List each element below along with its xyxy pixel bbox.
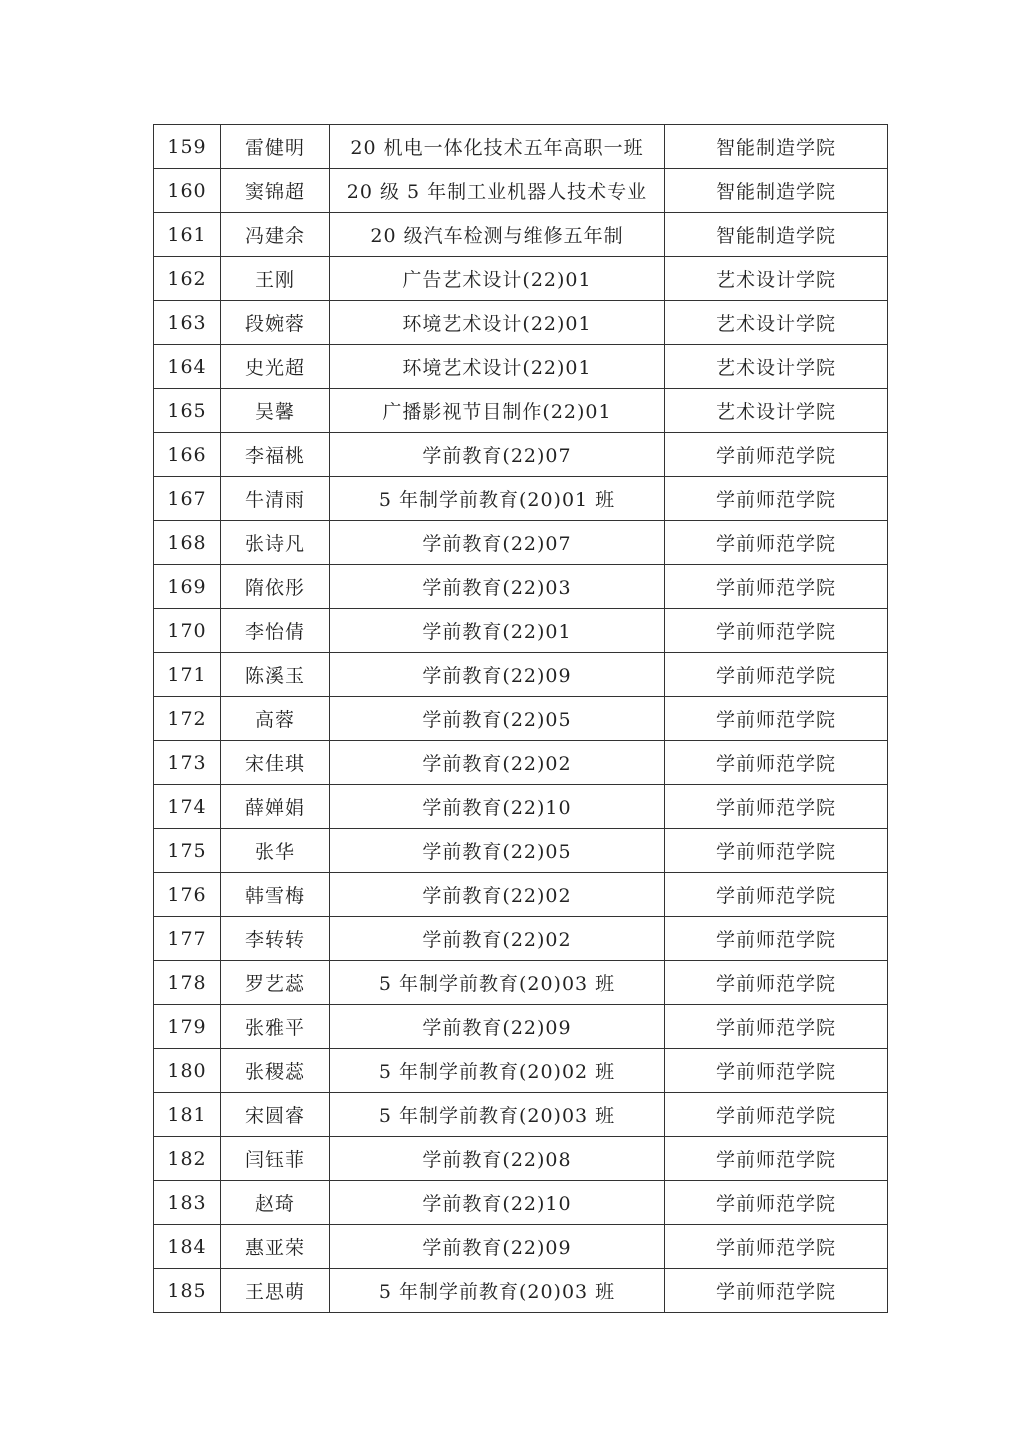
row-number: 171 [154,653,221,697]
college-name: 学前师范学院 [665,697,888,741]
student-name: 宋佳琪 [221,741,330,785]
table-row [154,609,888,653]
student-name: 隋依彤 [221,565,330,609]
college-name: 学前师范学院 [665,961,888,1005]
college-name: 学前师范学院 [665,477,888,521]
class-name: 学前教育(22)07 [330,433,665,477]
row-number: 163 [154,301,221,345]
student-name: 闫钰菲 [221,1137,330,1181]
table-row [154,1049,888,1093]
table-row [154,1225,888,1269]
student-roster-table [153,124,888,1313]
row-number: 182 [154,1137,221,1181]
class-name: 学前教育(22)05 [330,829,665,873]
college-name: 学前师范学院 [665,873,888,917]
row-number: 161 [154,213,221,257]
class-name: 环境艺术设计(22)01 [330,345,665,389]
table-row [154,873,888,917]
student-name: 李转转 [221,917,330,961]
class-name: 5 年制学前教育(20)02 班 [330,1049,665,1093]
student-name: 张雅平 [221,1005,330,1049]
table-row [154,565,888,609]
class-name: 5 年制学前教育(20)03 班 [330,961,665,1005]
class-name: 学前教育(22)09 [330,1005,665,1049]
table-row [154,961,888,1005]
student-name: 牛清雨 [221,477,330,521]
college-name: 学前师范学院 [665,565,888,609]
student-name: 王刚 [221,257,330,301]
student-name: 赵琦 [221,1181,330,1225]
student-name: 冯建余 [221,213,330,257]
table-row [154,741,888,785]
class-name: 5 年制学前教育(20)01 班 [330,477,665,521]
row-number: 179 [154,1005,221,1049]
row-number: 184 [154,1225,221,1269]
table-row [154,125,888,169]
table-row [154,257,888,301]
college-name: 学前师范学院 [665,785,888,829]
table-row [154,477,888,521]
row-number: 181 [154,1093,221,1137]
roster-body [154,125,888,1313]
row-number: 165 [154,389,221,433]
college-name: 学前师范学院 [665,741,888,785]
row-number: 180 [154,1049,221,1093]
college-name: 学前师范学院 [665,1181,888,1225]
table-row [154,213,888,257]
row-number: 164 [154,345,221,389]
class-name: 学前教育(22)01 [330,609,665,653]
row-number: 159 [154,125,221,169]
table-row [154,301,888,345]
college-name: 艺术设计学院 [665,389,888,433]
table-row [154,169,888,213]
row-number: 178 [154,961,221,1005]
class-name: 学前教育(22)07 [330,521,665,565]
row-number: 170 [154,609,221,653]
class-name: 学前教育(22)03 [330,565,665,609]
college-name: 学前师范学院 [665,917,888,961]
student-name: 李福桃 [221,433,330,477]
student-name: 高蓉 [221,697,330,741]
row-number: 167 [154,477,221,521]
college-name: 学前师范学院 [665,653,888,697]
table-row [154,389,888,433]
college-name: 智能制造学院 [665,169,888,213]
class-name: 20 级 5 年制工业机器人技术专业 [330,169,665,213]
row-number: 185 [154,1269,221,1313]
row-number: 174 [154,785,221,829]
class-name: 20 级汽车检测与维修五年制 [330,213,665,257]
row-number: 168 [154,521,221,565]
class-name: 环境艺术设计(22)01 [330,301,665,345]
table-row [154,829,888,873]
class-name: 学前教育(22)10 [330,785,665,829]
row-number: 169 [154,565,221,609]
student-name: 史光超 [221,345,330,389]
student-name: 罗艺蕊 [221,961,330,1005]
table-row [154,521,888,565]
table-row [154,433,888,477]
table-row [154,1093,888,1137]
college-name: 学前师范学院 [665,1137,888,1181]
class-name: 广告艺术设计(22)01 [330,257,665,301]
class-name: 广播影视节目制作(22)01 [330,389,665,433]
college-name: 艺术设计学院 [665,257,888,301]
student-name: 雷健明 [221,125,330,169]
table-row [154,1137,888,1181]
row-number: 177 [154,917,221,961]
college-name: 智能制造学院 [665,213,888,257]
class-name: 学前教育(22)08 [330,1137,665,1181]
student-name: 张诗凡 [221,521,330,565]
row-number: 176 [154,873,221,917]
row-number: 166 [154,433,221,477]
student-name: 王思萌 [221,1269,330,1313]
student-name: 张华 [221,829,330,873]
table-row [154,345,888,389]
row-number: 183 [154,1181,221,1225]
row-number: 173 [154,741,221,785]
class-name: 学前教育(22)09 [330,653,665,697]
student-name: 吴馨 [221,389,330,433]
class-name: 学前教育(22)10 [330,1181,665,1225]
student-name: 段婉蓉 [221,301,330,345]
college-name: 学前师范学院 [665,829,888,873]
college-name: 艺术设计学院 [665,345,888,389]
table-row [154,1005,888,1049]
college-name: 学前师范学院 [665,433,888,477]
college-name: 学前师范学院 [665,1225,888,1269]
student-name: 韩雪梅 [221,873,330,917]
row-number: 160 [154,169,221,213]
class-name: 5 年制学前教育(20)03 班 [330,1269,665,1313]
class-name: 5 年制学前教育(20)03 班 [330,1093,665,1137]
class-name: 学前教育(22)02 [330,741,665,785]
table-row [154,653,888,697]
table-row [154,697,888,741]
college-name: 学前师范学院 [665,609,888,653]
table-row [154,917,888,961]
college-name: 学前师范学院 [665,521,888,565]
college-name: 学前师范学院 [665,1005,888,1049]
student-name: 窦锦超 [221,169,330,213]
college-name: 艺术设计学院 [665,301,888,345]
row-number: 175 [154,829,221,873]
row-number: 172 [154,697,221,741]
student-name: 宋圆睿 [221,1093,330,1137]
student-name: 李怡倩 [221,609,330,653]
college-name: 智能制造学院 [665,125,888,169]
class-name: 学前教育(22)02 [330,917,665,961]
table-row [154,1269,888,1313]
student-name: 薛婵娟 [221,785,330,829]
student-name: 陈溪玉 [221,653,330,697]
class-name: 学前教育(22)05 [330,697,665,741]
class-name: 学前教育(22)02 [330,873,665,917]
college-name: 学前师范学院 [665,1093,888,1137]
college-name: 学前师范学院 [665,1049,888,1093]
student-name: 惠亚荣 [221,1225,330,1269]
class-name: 学前教育(22)09 [330,1225,665,1269]
student-name: 张稷蕊 [221,1049,330,1093]
college-name: 学前师范学院 [665,1269,888,1313]
table-row [154,1181,888,1225]
row-number: 162 [154,257,221,301]
table-row [154,785,888,829]
class-name: 20 机电一体化技术五年高职一班 [330,125,665,169]
